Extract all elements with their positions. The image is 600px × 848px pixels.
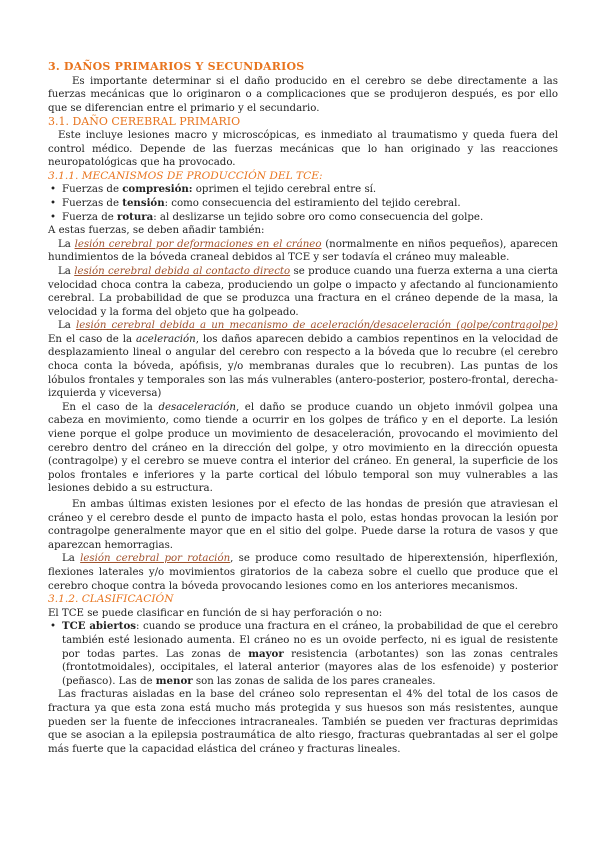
- direct-contact-paragraph: La lesión cerebral debida al contacto directo se produce cuando una fuerza externa a una cierta velocidad choca contra la cabeza, produciendo un golpe o impacto y afectando al funcionamiento cerebral. La probabilidad de que se produzca una fractura en el cráneo depende de la masa, la velocidad y la forma del objeto que ha golpeado.: [48, 265, 559, 318]
- list-item: • Fuerzas de tensión: como consecuencia del estiramiento del tejido cerebral.: [50, 196, 461, 209]
- deformation-paragraph: La lesión cerebral por deformaciones en el cráneo (normalmente en niños pequeños), aparecen hundimientos de la bóveda craneal debidos al TCE y ser todavía el cráneo muy maleable.: [48, 238, 558, 264]
- primary-damage-paragraph: Este incluye lesiones macro y microscópicas, es inmediato al traumatismo y queda fuera del control médico. Depende de las fuerzas mecánicas que lo han originado y las reacciones neuropatológicas que ha provocado.: [48, 129, 558, 169]
- bullet-icon: •: [50, 621, 57, 633]
- term-deformation: lesión cerebral por deformaciones en el cráneo: [74, 238, 322, 250]
- bullet-icon: •: [50, 197, 57, 209]
- section-heading-3-1: 3.1. DAÑO CEREBRAL PRIMARIO: [48, 115, 241, 129]
- term-rotation: lesión cerebral por rotación: [80, 553, 231, 565]
- section-heading-3: 3. DAÑOS PRIMARIOS Y SECUNDARIOS: [48, 60, 305, 73]
- section-heading-3-1-2: 3.1.2. CLASIFICACIÓN: [48, 593, 174, 606]
- deceleration-paragraph: En el caso de la desaceleración, el daño se produce cuando un objeto inmóvil golpea una cabeza en movimiento, como tiende a ocurrir en los golpes de tráfico y en el deporte. La lesión viene porque el golpe produce un movimiento de desaceleración, provocando el movimiento del cerebro dentro del cráneo en la dirección del golpe, y otro movimiento en la dirección opuesta (contragolpe) y el cerebro se mueve contra el interior del cráneo. En general, la superficie de los polos frontales e inferiores y la parte cortical del lóbulo temporal son muy vulnerables a las lesiones debido a su estructura.: [48, 401, 558, 495]
- bullet-icon: •: [50, 184, 57, 196]
- fractures-paragraph: Las fracturas aisladas en la base del cráneo solo representan el 4% del total de los casos de fractura ya que esta zona está mucho más protegida y sus huesos son más resistentes, aunque pueden ser la fuente de infecciones intracraneales. También se pueden ver fracturas deprimidas que se asocian a la epilepsia postraumática de alto riesgo, fracturas quebrantadas al ser el golpe más fuerte que la capacidad elástica del cráneo y fracturas lineales.: [48, 689, 558, 755]
- list-item: • Fuerzas de compresión: oprimen el tejido cerebral entre sí.: [50, 183, 377, 196]
- term-acceleration: lesión cerebral debida a un mecanismo de aceleración/desaceleración (golpe/contragolpe): [75, 320, 558, 332]
- classification-paragraph: El TCE se puede clasificar en función de si hay perforación o no:: [48, 607, 383, 619]
- bullet-icon: •: [50, 211, 57, 223]
- intro-paragraph: Es importante determinar si el daño producido en el cerebro se debe directamente a las fuerzas mecánicas que lo originaron o a complicaciones que se produjeron después, es por ello que se diferencian entre el primario y el secundario.: [48, 75, 558, 114]
- section-heading-3-1-1: 3.1.1. MECANISMOS DE PRODUCCIÓN DEL TCE:: [48, 169, 323, 182]
- acceleration-paragraph: La lesión cerebral debida a un mecanismo de aceleración/desaceleración (golpe/contragolpe) En el caso de la aceleración, los daños aparecen debido a cambios repentinos en la velocidad de desplazamiento lineal o angular del cerebro con respecto a la bóveda que lo recubre (el cerebro choca conta la bóveda, apófisis, y/o membranas durales que lo recubren). Las puntas de los lóbulos frontales y temporales son las más vulnerables (antero-posterior, postero-frontal, derecha-izquierda y viceversa): [48, 320, 559, 400]
- list-item: • TCE abiertos: cuando se produce una fractura en el cráneo, la probabilidad de que el cerebro también esté lesionado aumenta. El cráneo no es un ovoide perfecto, ni es igual de resistente por todas partes. Las zonas de mayor resistencia (arbotantes) son las zonas centrales (frontotmoidales), occipitales, el lateral anterior (mayores alas de los esfenoide) y posterior (peñasco). Las de menor son las zonas de salida de los pares craneales.: [50, 620, 559, 687]
- forces-list: [48, 183, 558, 224]
- term-direct-contact: lesión cerebral debida al contacto directo: [74, 265, 291, 277]
- document-page: [48, 60, 558, 756]
- classification-list: [48, 620, 558, 688]
- pressure-waves-paragraph: En ambas últimas existen lesiones por el efecto de las hondas de presión que atraviesan el cráneo y el cerebro desde el punto de impacto hasta el polo, estas hondas provocan la lesión por contragolpe generalmente mayor que en el sitio del golpe. Puede darse la rotura de vasos y que aparezcan hemorragias.: [48, 499, 558, 551]
- rotation-paragraph: La lesión cerebral por rotación, se produce como resultado de hiperextensión, hiperflexión, flexiones laterales y/o movimientos giratorios de la cabeza sobre el cuello que produce que el cerebro choque contra la bóveda provocando lesiones como en los anteriores mecanismos.: [48, 553, 558, 592]
- also-line: A estas fuerzas, se deben añadir también:: [48, 225, 265, 237]
- list-item: • Fuerza de rotura: al deslizarse un tejido sobre oro como consecuencia del golpe.: [50, 210, 484, 223]
